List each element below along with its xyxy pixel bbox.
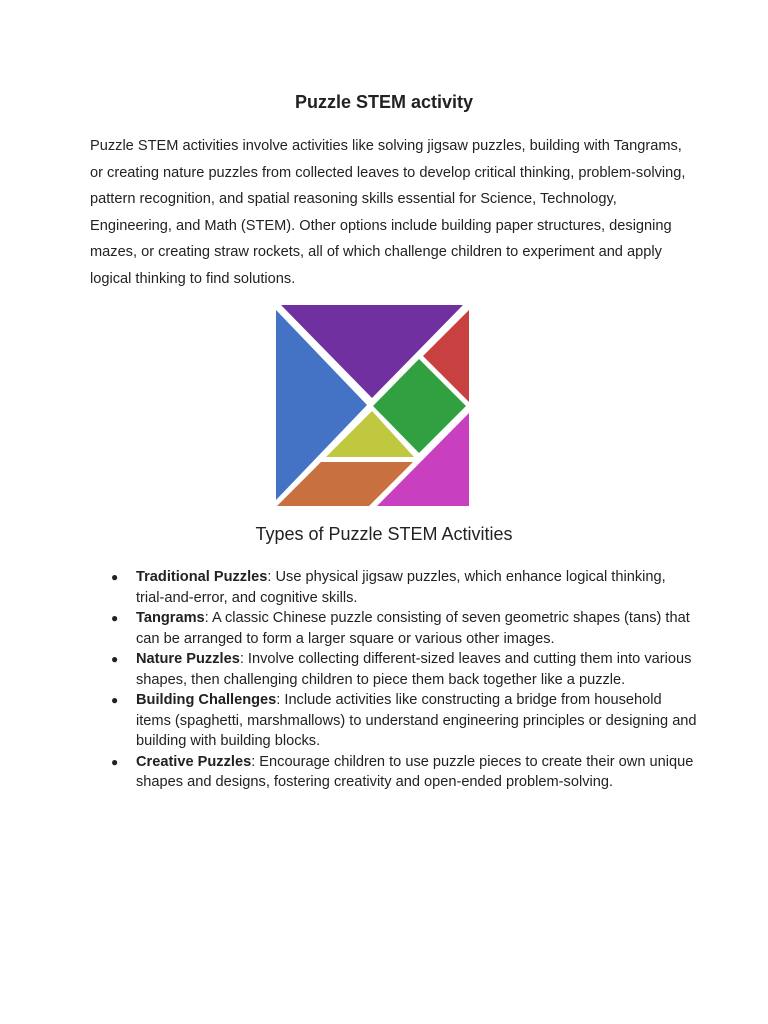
item-description: : Involve collecting different-sized leaves and cutting them into various shapes, then challenging children to piece them back together like a puzzle.	[136, 651, 692, 688]
bullet-icon: ●	[111, 652, 119, 666]
bullet-icon: ●	[111, 570, 119, 584]
bullet-icon: ●	[111, 611, 119, 625]
item-term: Tangrams	[136, 610, 205, 626]
bullet-icon: ●	[111, 693, 119, 707]
intro-paragraph: Puzzle STEM activities involve activities like solving jigsaw puzzles, building with Tangrams, or creating nature puzzles from collected leaves to develop critical thinking, problem-solving, pattern recognition, and spatial reasoning skills essential for Science, Technology, Engineering, and Math (STEM). Other options include building paper structures, designing mazes, or creating straw rockets, all of which challenge children to experiment and apply logical thinking to find solutions.	[90, 138, 686, 287]
list-item	[108, 690, 698, 752]
item-description: : A classic Chinese puzzle consisting of seven geometric shapes (tans) that can be arranged to form a larger square or various other images.	[136, 610, 690, 647]
document-title: Puzzle STEM activity	[294, 92, 474, 112]
activity-types-list	[108, 567, 698, 793]
item-description: : Encourage children to use puzzle pieces to create their own unique shapes and designs, fostering creativity and open-ended problem-solving.	[136, 753, 694, 790]
list-item	[108, 649, 698, 690]
item-term: Creative Puzzles	[136, 753, 252, 770]
list-item	[108, 752, 698, 793]
list-item	[108, 608, 698, 649]
item-term: Traditional Puzzles	[136, 569, 268, 585]
tangram-image	[273, 302, 471, 508]
item-description: : Include activities like constructing a bridge from household items (spaghetti, marshmallows) to understand engineering principles or designing and building with building blocks.	[136, 692, 697, 749]
bullet-icon: ●	[111, 754, 119, 769]
list-item	[108, 567, 698, 608]
item-description: : Use physical jigsaw puzzles, which enhance logical thinking, trial-and-error, and cognitive skills.	[136, 569, 666, 606]
item-term: Building Challenges	[136, 692, 277, 708]
section-subtitle: Types of Puzzle STEM Activities	[255, 524, 513, 544]
item-term: Nature Puzzles	[136, 651, 240, 667]
